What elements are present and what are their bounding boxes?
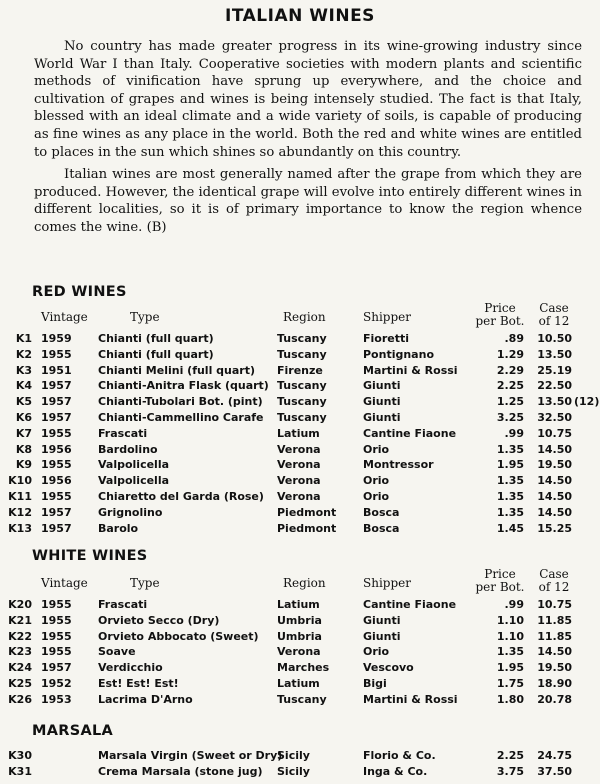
wine-code: K4 bbox=[15, 379, 32, 393]
wine-price: 3.25 bbox=[496, 411, 524, 424]
wine-shipper: Orio bbox=[363, 490, 390, 503]
intro-paragraph: Italian wines are most generally named after the grape from which they are produced. However, the identical grape will evolve into entirely different wines in different localities, so it is of primary importance to know the region whence comes the wine. (B) bbox=[34, 167, 582, 235]
wine-region: Tuscany bbox=[277, 411, 327, 424]
wine-vintage: 1955 bbox=[41, 347, 72, 361]
wine-type: Chianti (full quart) bbox=[98, 332, 214, 345]
wine-vintage: 1955 bbox=[41, 598, 72, 611]
wine-type: Frascati bbox=[98, 598, 148, 611]
wine-type: Orvieto Abbocato (Sweet) bbox=[98, 629, 259, 643]
intro-text bbox=[34, 38, 582, 237]
wine-region: Verona bbox=[277, 458, 321, 472]
wine-region: Verona bbox=[277, 474, 321, 488]
price-header bbox=[472, 568, 528, 594]
wine-row bbox=[0, 332, 600, 349]
wine-region: Tuscany bbox=[277, 692, 327, 706]
wine-type: Barolo bbox=[98, 521, 139, 535]
wine-price: 2.29 bbox=[496, 363, 524, 377]
wine-shipper: Giunti bbox=[363, 411, 401, 424]
wine-shipper: Bigi bbox=[363, 677, 387, 690]
wine-shipper: Martini & Rossi bbox=[363, 363, 458, 377]
wine-code: K13 bbox=[8, 521, 32, 535]
wine-shipper: Giunti bbox=[363, 629, 401, 643]
wine-case-price: 19.50 bbox=[537, 458, 572, 472]
wine-vintage: 1957 bbox=[41, 661, 72, 675]
wine-case-price: 13.50 bbox=[537, 347, 572, 361]
wine-code: K8 bbox=[15, 442, 32, 456]
wine-row bbox=[0, 765, 600, 782]
wine-case-price: 19.50 bbox=[537, 661, 572, 675]
wine-code: K11 bbox=[8, 490, 32, 503]
wine-type: Frascati bbox=[98, 426, 148, 440]
price-header-line1: Price bbox=[484, 567, 516, 581]
wine-case-price: 13.50 bbox=[537, 395, 572, 409]
wine-vintage: 1957 bbox=[41, 411, 72, 424]
wine-shipper: Vescovo bbox=[363, 661, 414, 675]
wine-case-price: 22.50 bbox=[537, 379, 572, 393]
wine-shipper: Martini & Rossi bbox=[363, 692, 458, 706]
wine-shipper: Bosca bbox=[363, 521, 400, 535]
wine-case-price: 18.90 bbox=[537, 677, 572, 690]
wine-vintage: 1957 bbox=[41, 395, 72, 409]
wine-code: K1 bbox=[15, 332, 32, 345]
wine-shipper: Inga & Co. bbox=[363, 764, 428, 778]
wine-row bbox=[0, 474, 600, 491]
shipper-header: Shipper bbox=[363, 576, 411, 590]
wine-shipper: Cantine Fiaone bbox=[363, 426, 457, 440]
wine-case-price: 14.50 bbox=[537, 474, 572, 488]
wine-code: K30 bbox=[8, 749, 32, 762]
wine-shipper: Giunti bbox=[363, 395, 401, 409]
wine-code: K23 bbox=[8, 645, 32, 659]
wine-shipper: Bosca bbox=[363, 505, 400, 519]
wine-row bbox=[0, 506, 600, 523]
wine-vintage: 1953 bbox=[41, 692, 72, 706]
wine-vintage: 1955 bbox=[41, 458, 72, 472]
red-column-headers bbox=[0, 302, 600, 330]
wine-row bbox=[0, 630, 600, 647]
wine-code: K3 bbox=[15, 363, 32, 377]
wine-code: K12 bbox=[8, 505, 32, 519]
case-header-line1: Case bbox=[539, 567, 569, 581]
wine-case-price: 24.75 bbox=[537, 749, 572, 762]
wine-price: 1.75 bbox=[496, 677, 524, 690]
wine-price: 1.35 bbox=[496, 505, 524, 519]
wine-type: Chianti (full quart) bbox=[98, 347, 214, 361]
wine-shipper: Giunti bbox=[363, 379, 401, 393]
wine-row bbox=[0, 598, 600, 615]
wine-vintage: 1955 bbox=[41, 645, 72, 659]
vintage-header: Vintage bbox=[41, 310, 88, 324]
wine-code: K7 bbox=[15, 426, 32, 440]
wine-row bbox=[0, 395, 600, 412]
wine-price: 1.95 bbox=[496, 661, 524, 675]
wine-price: 1.80 bbox=[496, 692, 524, 706]
price-header-line2: per Bot. bbox=[475, 314, 525, 328]
wine-region: Marches bbox=[277, 661, 330, 675]
wine-type: Crema Marsala (stone jug) bbox=[98, 764, 263, 778]
case-header-line2: of 12 bbox=[538, 314, 570, 328]
wine-region: Umbria bbox=[277, 629, 322, 643]
wine-row bbox=[0, 693, 600, 710]
wine-row bbox=[0, 364, 600, 381]
wine-shipper: Pontignano bbox=[363, 347, 434, 361]
wine-price: 1.35 bbox=[496, 645, 524, 659]
wine-region: Tuscany bbox=[277, 332, 327, 345]
wine-code: K31 bbox=[8, 764, 32, 778]
wine-type: Valpolicella bbox=[98, 458, 170, 472]
wine-price: 1.35 bbox=[496, 474, 524, 488]
wine-type: Verdicchio bbox=[98, 661, 163, 675]
white-wines-heading: WHITE WINES bbox=[32, 548, 148, 564]
wine-type: Grignolino bbox=[98, 505, 163, 519]
intro-paragraph: No country has made greater progress in its wine-growing industry since World War I than Italy. Cooperative societies with modern plants and scientific methods of vinification have sprung up everywhere, and the choice and cultivation of grapes and wines is being intensely studied. The fact is that Italy, blessed with an ideal climate and a wide variety of soils, is capable of producing as fine wines as any place in the world. Both the red and white wines are entitled to places in the sun which shines so abundantly on this country. bbox=[34, 39, 582, 160]
wine-region: Verona bbox=[277, 442, 321, 456]
wine-price: 1.29 bbox=[496, 347, 524, 361]
wine-case-price: 25.19 bbox=[537, 363, 572, 377]
wine-code: K24 bbox=[8, 661, 32, 675]
wine-type: Chianti-Anitra Flask (quart) bbox=[98, 379, 269, 393]
wine-code: K9 bbox=[15, 458, 32, 472]
wine-shipper: Cantine Fiaone bbox=[363, 598, 457, 611]
wine-shipper: Montressor bbox=[363, 458, 434, 472]
wine-case-price: 11.85 bbox=[537, 629, 572, 643]
wine-code: K20 bbox=[8, 598, 32, 611]
wine-type: Chianti-Cammellino Carafe bbox=[98, 411, 264, 424]
wine-region: Sicily bbox=[277, 764, 310, 778]
wine-row bbox=[0, 411, 600, 428]
wine-price: .89 bbox=[504, 332, 524, 345]
wine-price: 1.35 bbox=[496, 442, 524, 456]
wine-row bbox=[0, 490, 600, 507]
wine-vintage: 1955 bbox=[41, 613, 72, 627]
wine-row bbox=[0, 348, 600, 365]
wine-type: Chianti Melini (full quart) bbox=[98, 363, 256, 377]
wine-code: K22 bbox=[8, 629, 32, 643]
wine-price: 1.45 bbox=[496, 521, 524, 535]
price-header-line2: per Bot. bbox=[475, 580, 525, 594]
wine-region: Umbria bbox=[277, 613, 322, 627]
wine-case-price: 14.50 bbox=[537, 442, 572, 456]
wine-vintage: 1957 bbox=[41, 379, 72, 393]
wine-price: 1.25 bbox=[496, 395, 524, 409]
wine-row bbox=[0, 677, 600, 694]
price-header-line1: Price bbox=[484, 301, 516, 315]
wine-type: Marsala Virgin (Sweet or Dry) bbox=[98, 749, 283, 762]
wine-code: K2 bbox=[15, 347, 32, 361]
wine-vintage: 1956 bbox=[41, 442, 72, 456]
wine-type: Valpolicella bbox=[98, 474, 170, 488]
wine-case-price: 15.25 bbox=[537, 521, 572, 535]
wine-code: K10 bbox=[8, 474, 32, 488]
wine-region: Verona bbox=[277, 490, 321, 503]
wine-row bbox=[0, 522, 600, 539]
wine-case-price: 20.78 bbox=[537, 692, 572, 706]
wine-price: 3.75 bbox=[496, 764, 524, 778]
wine-note: (12) bbox=[574, 395, 600, 409]
case-header bbox=[534, 302, 574, 328]
wine-region: Latium bbox=[277, 598, 320, 611]
wine-case-price: 10.50 bbox=[537, 332, 572, 345]
wine-case-price: 14.50 bbox=[537, 505, 572, 519]
wine-vintage: 1957 bbox=[41, 505, 72, 519]
wine-row bbox=[0, 458, 600, 475]
wine-shipper: Giunti bbox=[363, 613, 401, 627]
wine-region: Latium bbox=[277, 677, 320, 690]
wine-case-price: 37.50 bbox=[537, 764, 572, 778]
wine-vintage: 1955 bbox=[41, 426, 72, 440]
region-header: Region bbox=[283, 576, 326, 590]
wine-price: .99 bbox=[504, 598, 524, 611]
wine-code: K26 bbox=[8, 692, 32, 706]
wine-shipper: Orio bbox=[363, 474, 390, 488]
case-header bbox=[534, 568, 574, 594]
wine-row bbox=[0, 645, 600, 662]
wine-vintage: 1956 bbox=[41, 474, 72, 488]
wine-shipper: Orio bbox=[363, 645, 390, 659]
wine-row bbox=[0, 443, 600, 460]
wine-vintage: 1959 bbox=[41, 332, 72, 345]
marsala-heading: MARSALA bbox=[32, 723, 114, 739]
wine-type: Soave bbox=[98, 645, 136, 659]
wine-type: Orvieto Secco (Dry) bbox=[98, 613, 220, 627]
wine-price: 1.10 bbox=[496, 629, 524, 643]
wine-region: Piedmont bbox=[277, 521, 337, 535]
wine-row bbox=[0, 661, 600, 678]
wine-case-price: 10.75 bbox=[537, 426, 572, 440]
wine-region: Tuscany bbox=[277, 379, 327, 393]
wine-code: K21 bbox=[8, 613, 32, 627]
case-header-line1: Case bbox=[539, 301, 569, 315]
wine-case-price: 32.50 bbox=[537, 411, 572, 424]
wine-row bbox=[0, 749, 600, 766]
wine-region: Sicily bbox=[277, 749, 310, 762]
wine-code: K25 bbox=[8, 677, 32, 690]
wine-type: Est! Est! Est! bbox=[98, 677, 179, 690]
wine-case-price: 14.50 bbox=[537, 490, 572, 503]
wine-row bbox=[0, 614, 600, 631]
wine-price: 2.25 bbox=[496, 749, 524, 762]
price-header bbox=[472, 302, 528, 328]
wine-row bbox=[0, 427, 600, 444]
wine-shipper: Florio & Co. bbox=[363, 749, 436, 762]
red-wines-heading: RED WINES bbox=[32, 284, 127, 300]
wine-vintage: 1955 bbox=[41, 490, 72, 503]
wine-region: Piedmont bbox=[277, 505, 337, 519]
wine-vintage: 1952 bbox=[41, 677, 72, 690]
type-header: Type bbox=[130, 310, 160, 324]
wine-row bbox=[0, 379, 600, 396]
vintage-header: Vintage bbox=[41, 576, 88, 590]
wine-region: Tuscany bbox=[277, 395, 327, 409]
wine-region: Firenze bbox=[277, 363, 323, 377]
wine-vintage: 1951 bbox=[41, 363, 72, 377]
region-header: Region bbox=[283, 310, 326, 324]
wine-region: Latium bbox=[277, 426, 320, 440]
wine-price: .99 bbox=[504, 426, 524, 440]
wine-shipper: Orio bbox=[363, 442, 390, 456]
wine-vintage: 1955 bbox=[41, 629, 72, 643]
wine-type: Lacrima D'Arno bbox=[98, 692, 193, 706]
wine-region: Verona bbox=[277, 645, 321, 659]
wine-price: 2.25 bbox=[496, 379, 524, 393]
page-title: ITALIAN WINES bbox=[225, 6, 375, 26]
wine-price: 1.95 bbox=[496, 458, 524, 472]
wine-region: Tuscany bbox=[277, 347, 327, 361]
case-header-line2: of 12 bbox=[538, 580, 570, 594]
wine-shipper: Fioretti bbox=[363, 332, 410, 345]
wine-type: Bardolino bbox=[98, 442, 158, 456]
wine-code: K5 bbox=[15, 395, 32, 409]
type-header: Type bbox=[130, 576, 160, 590]
wine-price: 1.10 bbox=[496, 613, 524, 627]
wine-case-price: 11.85 bbox=[537, 613, 572, 627]
wine-type: Chianti-Tubolari Bot. (pint) bbox=[98, 395, 263, 409]
wine-price: 1.35 bbox=[496, 490, 524, 503]
white-column-headers bbox=[0, 568, 600, 596]
wine-case-price: 14.50 bbox=[537, 645, 572, 659]
wine-vintage: 1957 bbox=[41, 521, 72, 535]
shipper-header: Shipper bbox=[363, 310, 411, 324]
wine-code: K6 bbox=[15, 411, 32, 424]
wine-type: Chiaretto del Garda (Rose) bbox=[98, 490, 264, 503]
wine-case-price: 10.75 bbox=[537, 598, 572, 611]
